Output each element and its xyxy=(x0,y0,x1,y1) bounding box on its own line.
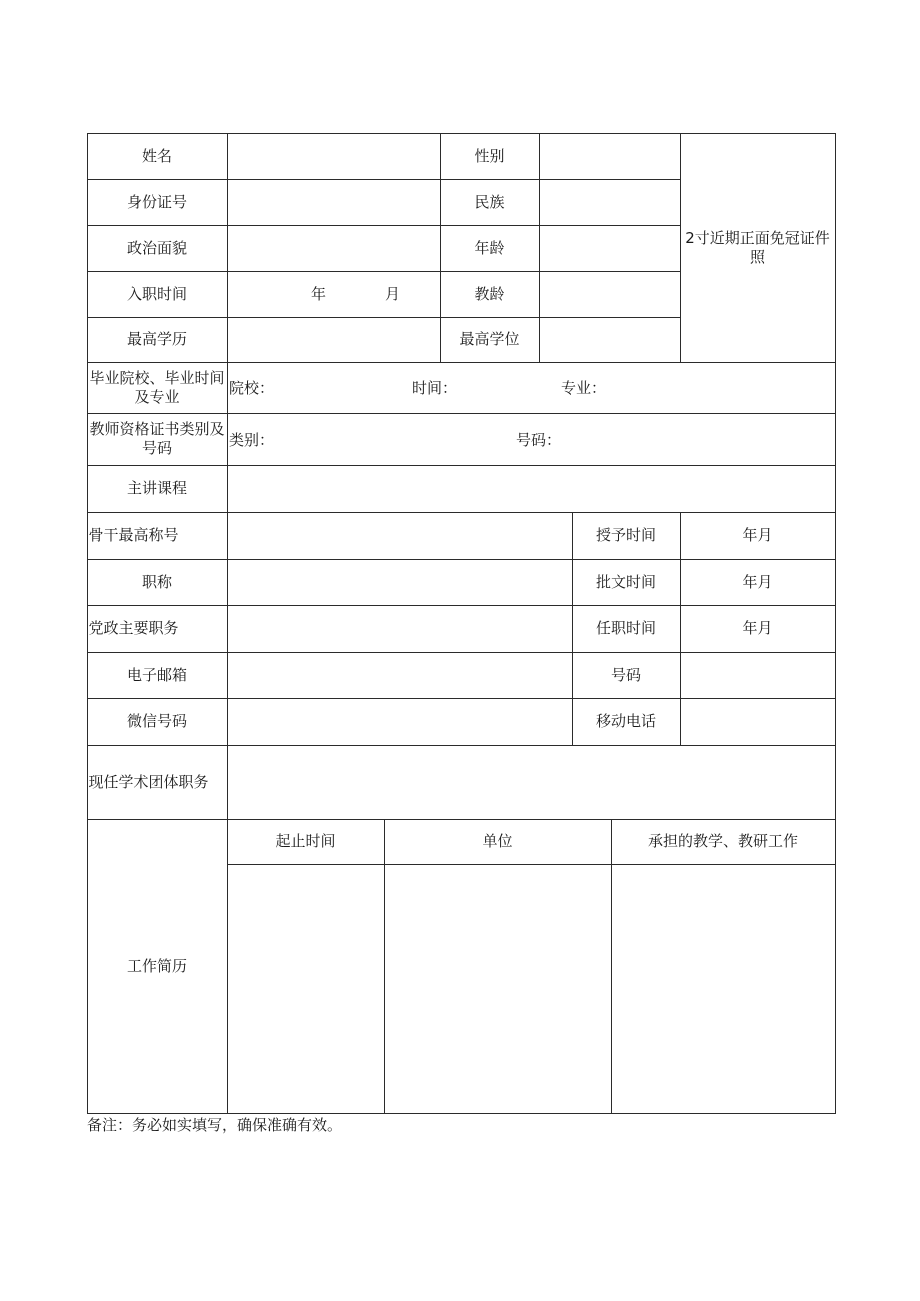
politics-input[interactable] xyxy=(227,225,441,272)
party-position-input[interactable] xyxy=(227,605,573,653)
appoint-time-label: 任职时间 xyxy=(572,605,681,653)
entry-time-label: 入职时间 xyxy=(87,271,228,318)
backbone-label: 骨干最高称号 xyxy=(87,512,228,560)
graduation-label: 毕业院校、毕业时间及专业 xyxy=(87,362,228,414)
grant-time-label: 授予时间 xyxy=(572,512,681,560)
teaching-years-label: 教龄 xyxy=(440,271,540,318)
party-position-label: 党政主要职务 xyxy=(87,605,228,653)
grad-time-label: 时间： xyxy=(412,379,458,397)
entry-month-unit: 月 xyxy=(385,285,401,303)
resume-work-input[interactable] xyxy=(611,864,836,1114)
wechat-input[interactable] xyxy=(227,698,573,746)
age-label: 年龄 xyxy=(440,225,540,272)
phone-input[interactable] xyxy=(680,652,836,699)
resume-period-input[interactable] xyxy=(227,864,385,1114)
footnote: 备注：务必如实填写，确保准确有效。 xyxy=(87,1116,343,1134)
resume-header-work: 承担的教学、教研工作 xyxy=(611,819,836,865)
academic-position-input[interactable] xyxy=(227,745,836,820)
approval-time-input[interactable]: 年月 xyxy=(680,559,836,606)
appoint-time-input[interactable]: 年月 xyxy=(680,605,836,653)
age-input[interactable] xyxy=(539,225,681,272)
id-input[interactable] xyxy=(227,179,441,226)
wechat-label: 微信号码 xyxy=(87,698,228,746)
ethnicity-label: 民族 xyxy=(440,179,540,226)
resume-header-unit: 单位 xyxy=(384,819,612,865)
photo-box[interactable]: 2寸近期正面免冠证件照 xyxy=(680,133,836,363)
gender-label: 性别 xyxy=(440,133,540,180)
certificate-label: 教师资格证书类别及号码 xyxy=(87,413,228,466)
degree-label: 最高学位 xyxy=(440,317,540,363)
entry-time-input[interactable] xyxy=(227,271,441,318)
graduation-input[interactable] xyxy=(227,362,836,414)
entry-year-unit: 年 xyxy=(311,285,327,303)
resume-label: 工作简历 xyxy=(87,819,228,1114)
major-label: 专业： xyxy=(561,379,607,397)
title-input[interactable] xyxy=(227,559,573,606)
cert-category-label: 类别： xyxy=(229,431,275,449)
resume-unit-input[interactable] xyxy=(384,864,612,1114)
approval-time-label: 批文时间 xyxy=(572,559,681,606)
course-label: 主讲课程 xyxy=(87,465,228,513)
email-input[interactable] xyxy=(227,652,573,699)
teaching-years-input[interactable] xyxy=(539,271,681,318)
backbone-input[interactable] xyxy=(227,512,573,560)
school-label: 院校： xyxy=(229,379,275,397)
resume-header-period: 起止时间 xyxy=(227,819,385,865)
name-input[interactable] xyxy=(227,133,441,180)
email-label: 电子邮箱 xyxy=(87,652,228,699)
id-label: 身份证号 xyxy=(87,179,228,226)
academic-position-label: 现任学术团体职务 xyxy=(87,745,228,820)
gender-input[interactable] xyxy=(539,133,681,180)
name-label: 姓名 xyxy=(87,133,228,180)
course-input[interactable] xyxy=(227,465,836,513)
mobile-label: 移动电话 xyxy=(572,698,681,746)
grant-time-input[interactable]: 年月 xyxy=(680,512,836,560)
degree-input[interactable] xyxy=(539,317,681,363)
ethnicity-input[interactable] xyxy=(539,179,681,226)
education-input[interactable] xyxy=(227,317,441,363)
phone-label: 号码 xyxy=(572,652,681,699)
education-label: 最高学历 xyxy=(87,317,228,363)
title-label: 职称 xyxy=(87,559,228,606)
politics-label: 政治面貌 xyxy=(87,225,228,272)
mobile-input[interactable] xyxy=(680,698,836,746)
cert-number-label: 号码： xyxy=(516,431,562,449)
